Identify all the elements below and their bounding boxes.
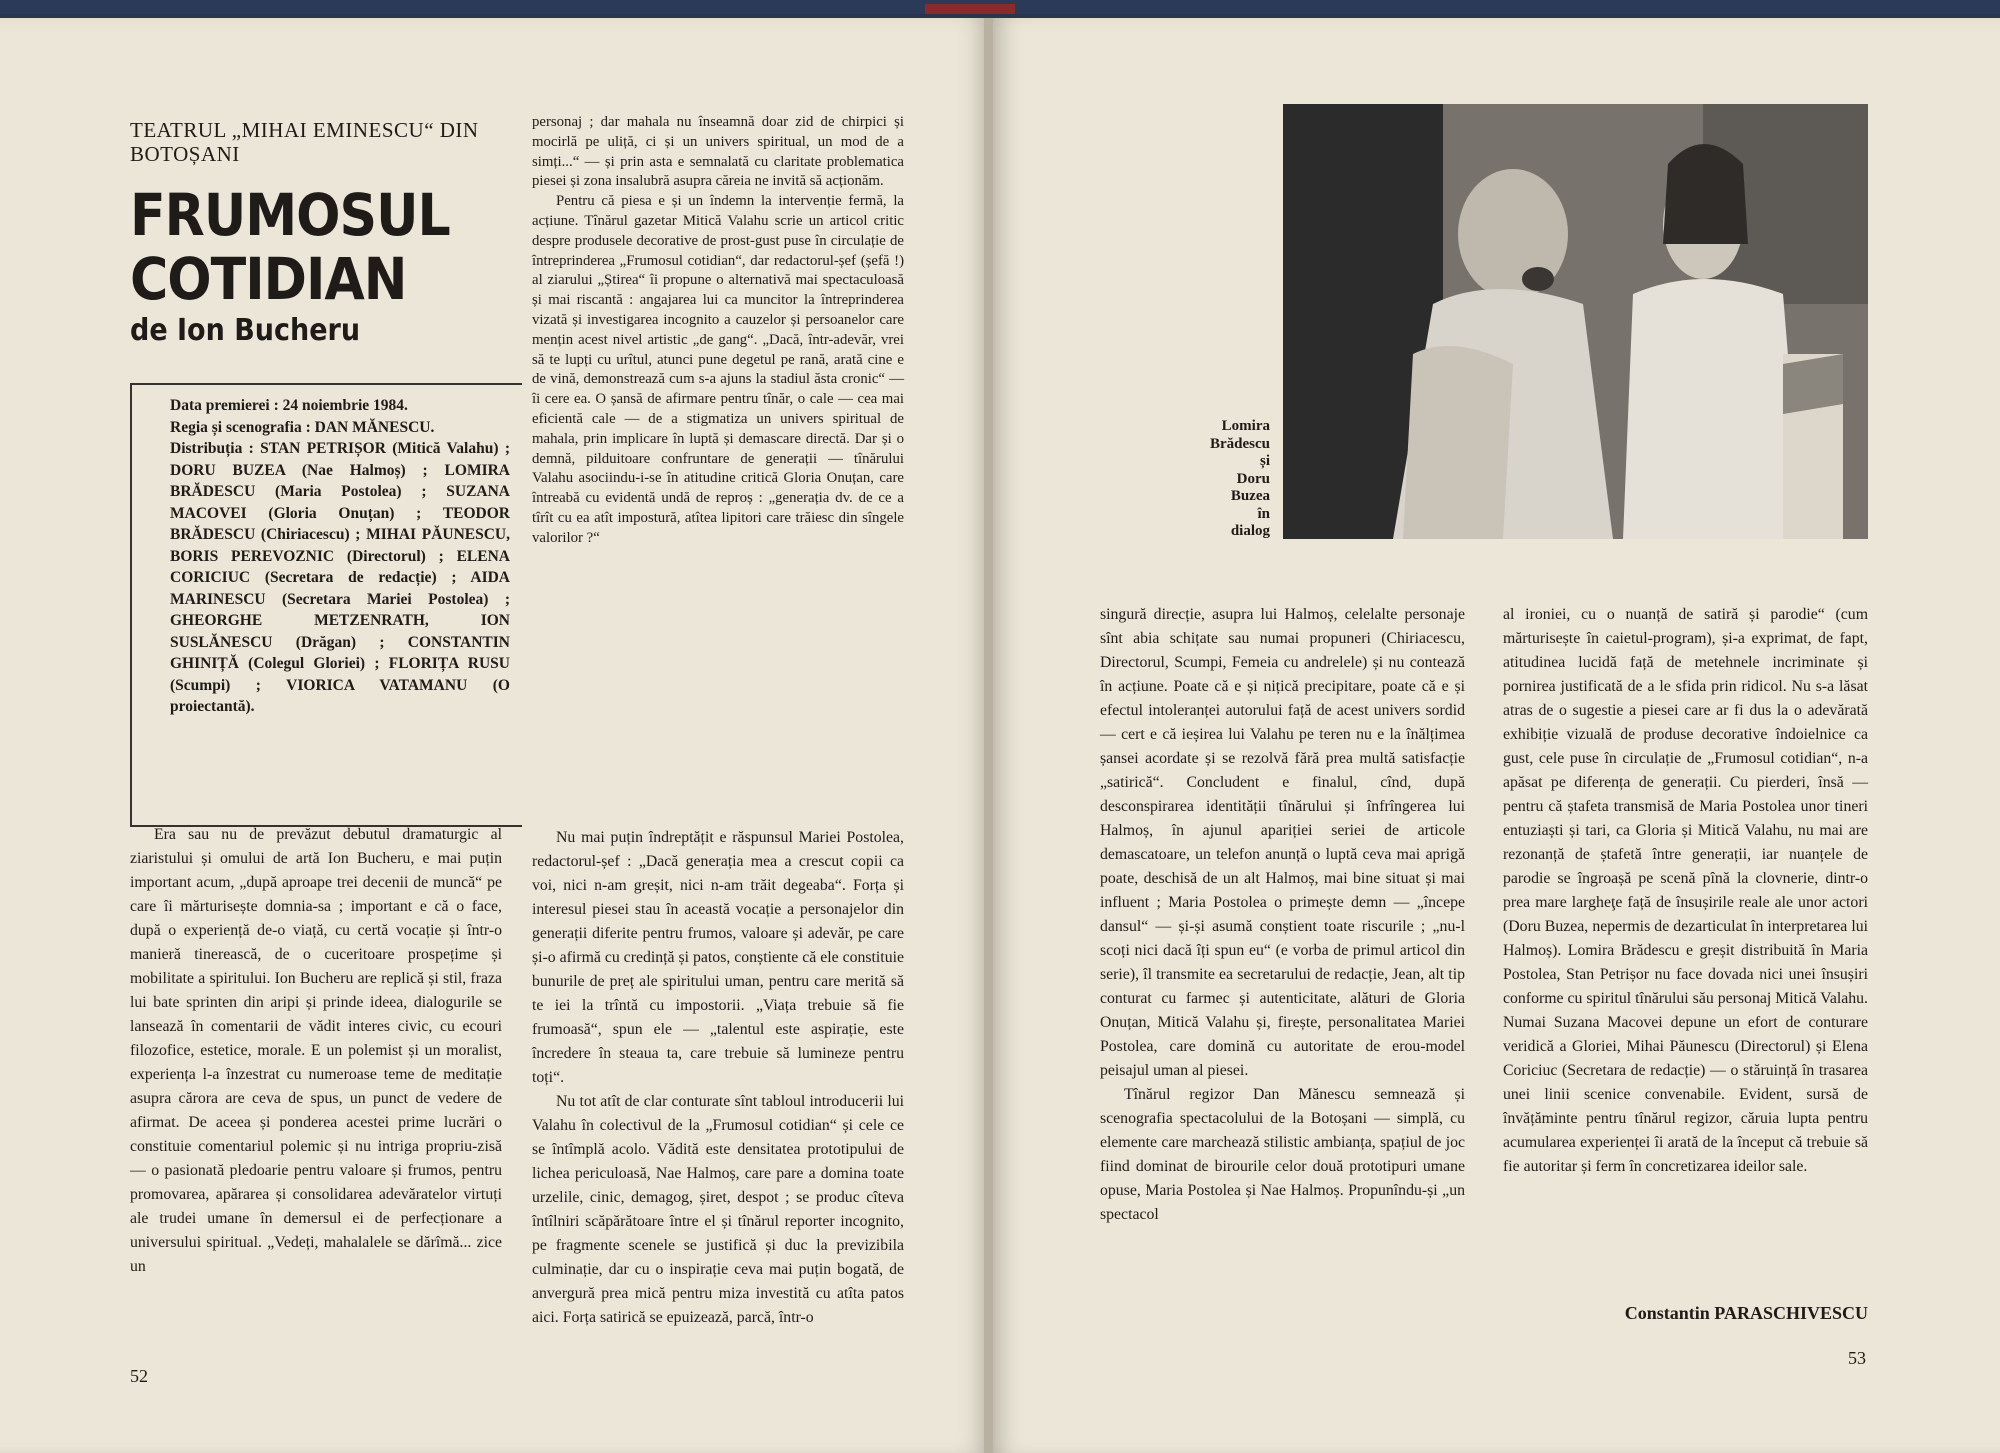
paragraph: personaj ; dar mahala nu înseamnă doar zid de chirpici și mocirlă pe uliță, ci și un univers spiritual, un mod de a simți...“ — și prin asta e semnalată cu claritate problematica piesei și zona insalubră asupra căreia ne invită să acționăm. — [532, 114, 904, 190]
page-number-left: 52 — [130, 1366, 148, 1386]
photo-caption — [1170, 418, 1270, 541]
paragraph: Tînărul regizor Dan Mănescu semnează și scenografia spectacolului de la Botoșani — simplă, cu elemente care marchează stilistic ambianța, spațiul de joc fiind dominat de birourile celor două prototipuri umane opuse, Maria Postolea și Nae Halmoș. Propunîndu-și „un spectacol — [1100, 1086, 1465, 1223]
caption-line: Lomira — [1221, 418, 1270, 434]
paragraph: singură direcție, asupra lui Halmoș, celelalte personaje sînt abia schițate sau numai propuneri (Chiriacescu, Directorul, Scumpi, Femeia cu andrelele) și nu contează în acțiune. Poate că e și nițică precipitare, poate că e și efectul intoleranței autorului față de acest univers sordid — cert e că ieșirea lui Valahu pe teren nu e la înălțimea șansei acordate și se rezolvă fără prea multă satisfacție „satirică“. Concludent e finalul, cînd, după desconspirarea identității tînărului și înfrîngerea lui Halmoș, în ajunul apariției seriei de articole demascatoare, un telefon anunță o luptă ceva mai aprigă poate, deschisă de un alt Halmoș, mai bine situat și mai influent ; Maria Postolea o primește demn — „începe dansul“ — și-și asumă conștient toate riscurile ; „nu-l scoți nici dacă îți spun eu“ (e vorba de primul articol din serie), îl transmite ea secretarului de redacție, Jean, alt tip conturat cu farmec și autenticitate, alături de Gloria Onuțan, Mitică Valahu și, firește, personalitatea Mariei Postolea, care domină cu autoritate de erou-model peisajul uman al piesei. — [1100, 606, 1465, 1079]
caption-line: Doru — [1236, 470, 1270, 487]
left-page — [0, 18, 988, 1453]
credits-cast: Distribuția : STAN PETRIȘOR (Mitică Valahu) ; DORU BUZEA (Nae Halmoș) ; LOMIRA BRĂDESCU (Maria Postolea) ; SUZANA MACOVEI (Gloria Onuțan) ; TEODOR BRĂDESCU (Chiriacescu) ; MIHAI PĂUNESCU, BORIS PEREVOZNIC (Directorul) ; ELENA CORICIUC (Secretara de redacție) ; AIDA MARINESCU (Secretara Mariei Postolea) ; GHEORGHE METZENRATH, ION SUSLĂNESCU (Drăgan) ; CONSTANTIN GHINIȚĂ (Colegul Gloriei) ; FLORIȚA RUSU (Scumpi) ; VIORICA VATAMANU (O proiectantă). — [170, 440, 510, 715]
article-byline: de Ion Bucheru — [130, 313, 361, 348]
left-column-1 — [130, 823, 502, 1279]
right-column-1 — [1100, 603, 1465, 1227]
left-column-2-top — [532, 113, 904, 549]
caption-line: în — [1257, 505, 1270, 522]
caption-line: și — [1259, 453, 1270, 469]
article-title: FRUMOSUL COTIDIAN — [130, 181, 450, 313]
theatre-heading: TEATRUL „MIHAI EMINESCU“ DIN BOTOȘANI — [130, 118, 479, 166]
magazine-spread — [0, 6, 2000, 1453]
right-column-2 — [1503, 603, 1868, 1179]
page-number-right: 53 — [1848, 1348, 1866, 1368]
paragraph: Era sau nu de prevăzut debutul dramaturgic al ziaristului și omului de artă Ion Bucheru, e mai puțin important acum, „după aproape trei decenii de muncă“ pe care îi mărturisește domnia-sa ; important e că o face, după o experiență de-o viață, cu certă vocație și într-o manieră tinerească, de o cuceritoare prospețime și mobilitate a spiritului. Ion Bucheru are replică și stil, fraza lui bate sprinten din aripi și prinde ideea, dialogurile se lansează în comentarii de vădit interes civic, cu ecouri filozofice, estetice, morale. E un polemist și un moralist, experiența l-a înzestrat cu numeroase teme de meditație asupra cărora are ceva de spus, un punct de vedere de afirmat. De aceea și ponderea acestei prime lucrări o constituie comentariul polemic și nu intriga propriu-zisă — o pasionată pledoarie pentru valoare și frumos, pentru promovarea, apărarea și consolidarea adevăratelor virtuți ale trudei umane în demersul ei de perfecționare a universului spiritual. „Vedeți, mahalalele se dărîmă... zice un — [130, 826, 502, 1275]
article-author: Constantin PARASCHIVESCU — [1624, 1303, 1868, 1323]
credits-box — [130, 383, 522, 827]
credits-direction: Regia și scenografia : DAN MĂNESCU. — [170, 418, 435, 436]
paragraph: Nu mai puțin îndreptățit e răspunsul Mariei Postolea, redactorul-șef : „Dacă generația mea a crescut copii ca voi, nici n-am greșit, nici n-am trăit degeaba“. Forța și interesul piesei stau în această vocație a personajelor din generații diferite pentru frumos, valoare și adevăr, pe care și-o afirmă cu credință și patos, conștiente că ele constituie bunurile de preț ale spiritului uman, pentru care merită să te iei la trîntă cu impostorii. „Viața trebuie să fie frumoasă“, spun ele — „talentul este aspirație, este încredere în steaua ta, care trebuie să lumineze pentru toți“. — [532, 829, 904, 1086]
left-column-2-bottom — [532, 826, 904, 1330]
paragraph: al ironiei, cu o nuanță de satiră și parodie“ (cum mărturisește în caietul-program), și-a exprimat, de fapt, atitudinea lucidă față de metehnele incriminate și pornirea justificată de a le sfida prin ridicol. Nu s-a lăsat atras de o sugestie a piesei care ar fi dus la o adevărată exhibiție vizuală de produse decorative îndoielnice ca gust, cele puse în circulație de „Frumosul cotidian“, n-a apăsat pe diferența de generații. Cu pierderi, însă — pentru că ștafeta transmisă de Maria Postolea unor tineri entuziaști și tari, ca Gloria și Mitică Valahu, nu mai are rezonanță de ștafetă între generații, iar nuanțele de parodie se îngroașă pe scenă pînă la clovnerie, dintr-o prea mare largheţe față de însușirile reale ale unor actori (Doru Buzea, nepermis de dezarticulat în interpretarea lui Halmoș). Lomira Brădescu e greșit distribuită în Maria Postolea, Stan Petrișor nu face dovada nici unei însușiri conforme cu spiritul tînărului său personaj Mitică Valahu. Numai Suzana Macovei depune un efort de conturare veridică a Gloriei, Mihai Păunescu (Directorul) și Elena Coriciuc (Secretara de redacție) — o stăruință în trasarea unei linii scenice convenabile. Evident, sursă de învățăminte pentru tînărul regizor, căruia lupta pentru acumularea experienței îi arată de la început că trebuie să fie autoritar și ferm în concretizarea ideilor sale. — [1503, 606, 1868, 1175]
right-page — [993, 18, 2000, 1453]
caption-line: Buzea — [1230, 488, 1270, 504]
caption-line: Brădescu — [1210, 435, 1270, 452]
photo-illustration — [1283, 104, 1868, 539]
paragraph: Nu tot atît de clar conturate sînt tabloul introducerii lui Valahu în colectivul de la „Frumosul cotidian“ și cele ce se întîmplă acolo. Vădită este densitatea prototipului de lichea periculoasă, Nae Halmoș, care pare a domina toate urzelile, cinic, demagog, șiret, despot ; se produc cîteva întîlniri scăpărătoare între el și tînărul reporter incognito, pe fragmente scenele se justifică și duc la previzibila culminație, dar cu o inspirație ceva mai puțin bogată, de anvergură prea mică pentru miza investită cu atîta patos aici. Forța satirică se epuizează, parcă, într-o — [532, 1093, 904, 1326]
production-photo — [1283, 104, 1868, 539]
paragraph: Pentru că piesa e și un îndemn la intervenție fermă, la acțiune. Tînărul gazetar Mitică Valahu scrie un articol critic despre produsele decorative de prost-gust puse în circulație de întreprinderea „Frumosul cotidian“, dar redactorul-șef (șefă !) al ziarului „Știrea“ îi propune o alternativă mai spectaculoasă și mai riscantă : angajarea lui ca muncitor la întreprinderea vizată și investigarea incognito a cauzelor și persoanelor care mențin acest nivel artistic „de gang“. „Dacă, într-adevăr, vrei să te lupți cu urîtul, atunci pune degetul pe rană, arată cine e de vină, demonstrează cum s-a ajuns la stadiul ăsta cronic“ — îi cere ea. O șansă de afirmare pentru tînăr, o cale — cea mai eficientă cale — de a stigmatiza un univers spiritual de mahala, prin implicare în luptă și demascare directă. Dar și o demnă, pilduitoare confruntare de generații — tînărului Valahu asociindu-i-se în atitudine critică Gloria Onuțan, care întreabă cu evidentă undă de reproș : „generația dv. de ce a tîrît cu ea atît impostură, atîtea lipitori care trăiesc din sîngele valorilor ?“ — [532, 193, 904, 546]
credits-premiere: Data premierei : 24 noiembrie 1984. — [170, 397, 408, 414]
caption-line: dialog — [1230, 523, 1270, 539]
